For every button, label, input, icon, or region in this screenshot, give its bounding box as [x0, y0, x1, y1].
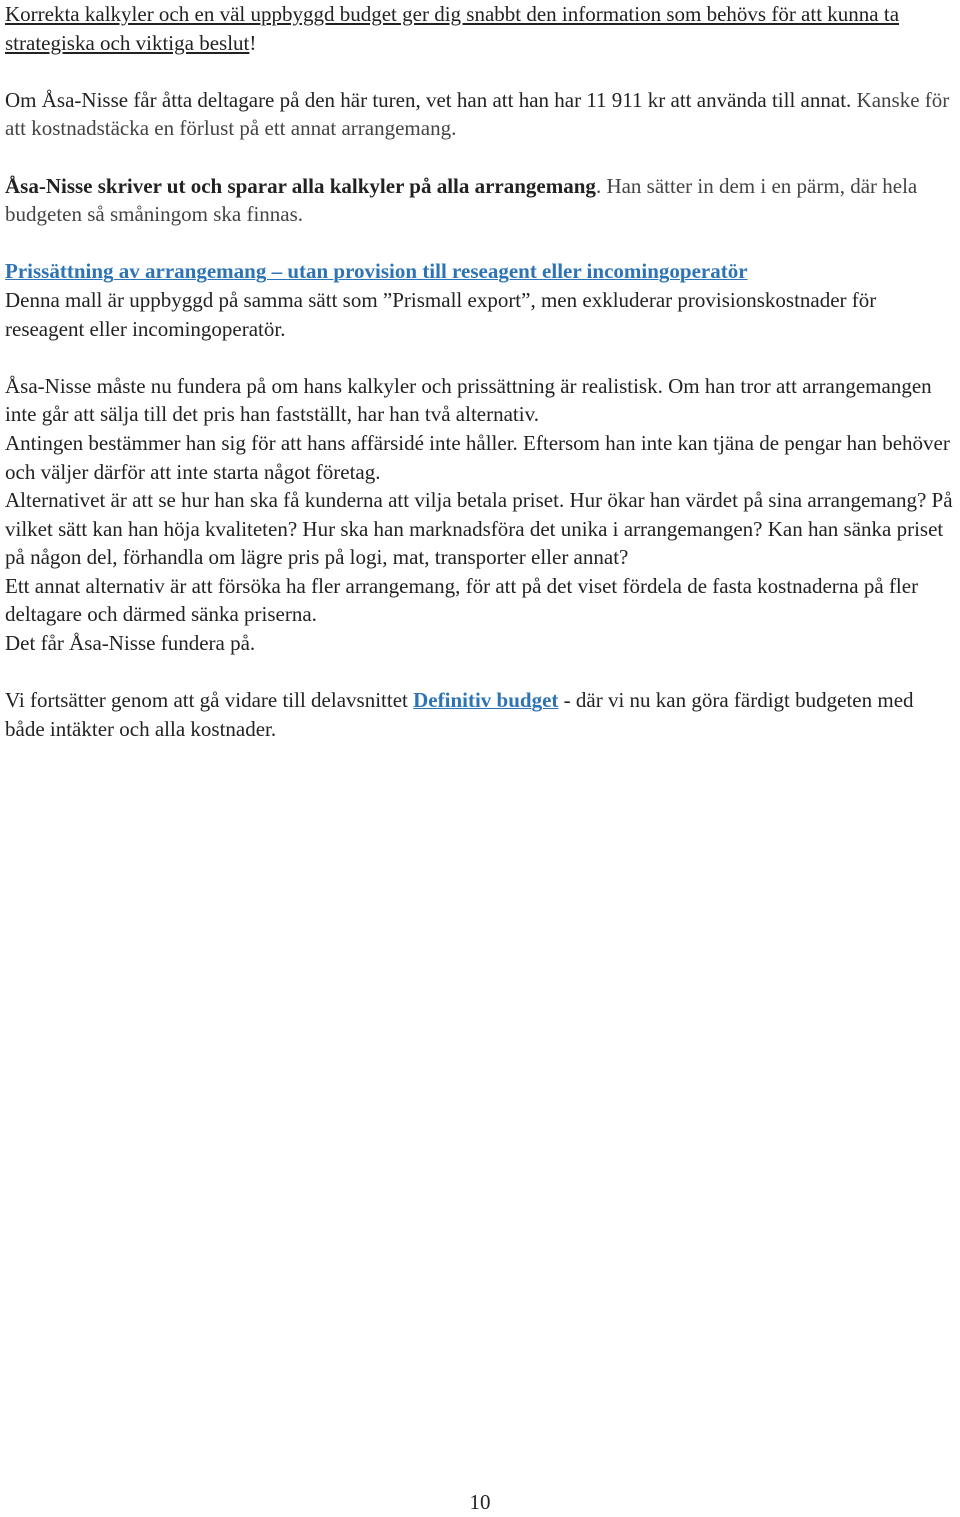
spacer: [5, 57, 955, 86]
paragraph-fler-arrangemang: Ett annat alternativ är att försöka ha fler arrangemang, för att på det viset fördela de fasta kostnaderna på fler deltagare och därmed sänka priserna.: [5, 573, 919, 627]
paragraph-deltagare-cont: Kanske för att kostnadstäcka en förlust på ett annat arrangemang.: [5, 87, 950, 141]
spacer: [5, 658, 955, 687]
section-heading: [5, 257, 955, 286]
paragraph-antingen: Antingen bestämmer han sig för att hans affärsidé inte håller. Eftersom han inte kan tjäna de pengar han behöver och väljer därför att inte starta något företag.: [5, 430, 950, 484]
paragraph-fortsatter-post: - där vi nu kan göra färdigt budgeten med både intäkter och alla kostnader.: [5, 688, 914, 741]
intro-link[interactable]: Korrekta kalkyler och en väl uppbyggd budget ger dig snabbt den information som behövs för att kunna ta strategiska och viktiga beslut: [5, 2, 900, 55]
document-page: [5, 0, 955, 743]
spacer: [5, 343, 955, 372]
paragraph-deltagare: [5, 86, 955, 143]
intro-paragraph: [5, 0, 955, 57]
spacer: [5, 229, 955, 258]
section-body: Denna mall är uppbyggd på samma sätt som ”Prismall export”, men exkluderar provisionskostnader för reseagent eller incomingoperatör.: [5, 287, 877, 341]
spacer: [5, 143, 955, 172]
section-heading-link[interactable]: Prissättning av arrangemang – utan provision till reseagent eller incomingoperatör: [5, 259, 748, 284]
paragraph-kalkyler-rest: . Han sätter in dem i en pärm, där hela budgeten så småningom ska finnas.: [5, 173, 918, 227]
paragraph-kalkyler: [5, 172, 955, 229]
paragraph-fortsatter-pre: Vi fortsätter genom att gå vidare till delavsnittet: [5, 688, 414, 713]
page-number: 10: [469, 1490, 491, 1514]
paragraph-fundera: Det får Åsa-Nisse fundera på.: [5, 631, 256, 656]
paragraph-alternativet: Alternativet är att se hur han ska få kunderna att vilja betala priset. Hur ökar han värdet på sina arrangemang? På vilket sätt kan han höja kvaliteten? Hur ska han marknadsföra det unika i arrangemangen? Kan han sänka priset på någon del, förhandla om lägre pris på logi, mat, transporter eller annat?: [5, 488, 953, 570]
paragraph-deltagare-text: Om Åsa-Nisse får åtta deltagare på den här turen, vet han att han har 11 911 kr att använda till annat.: [5, 87, 852, 112]
paragraph-fortsatter: [5, 686, 955, 743]
intro-punct: !: [249, 30, 257, 55]
definitiv-budget-link[interactable]: Definitiv budget: [413, 688, 559, 713]
paragraph-kalkyler-bold: Åsa-Nisse skriver ut och sparar alla kalkyler på alla arrangemang: [5, 173, 596, 198]
paragraph-realistisk: Åsa-Nisse måste nu fundera på om hans kalkyler och prissättning är realistisk. Om han tror att arrangemangen inte går att sälja till det pris han fastställt, har han två alternativ.: [5, 373, 932, 427]
